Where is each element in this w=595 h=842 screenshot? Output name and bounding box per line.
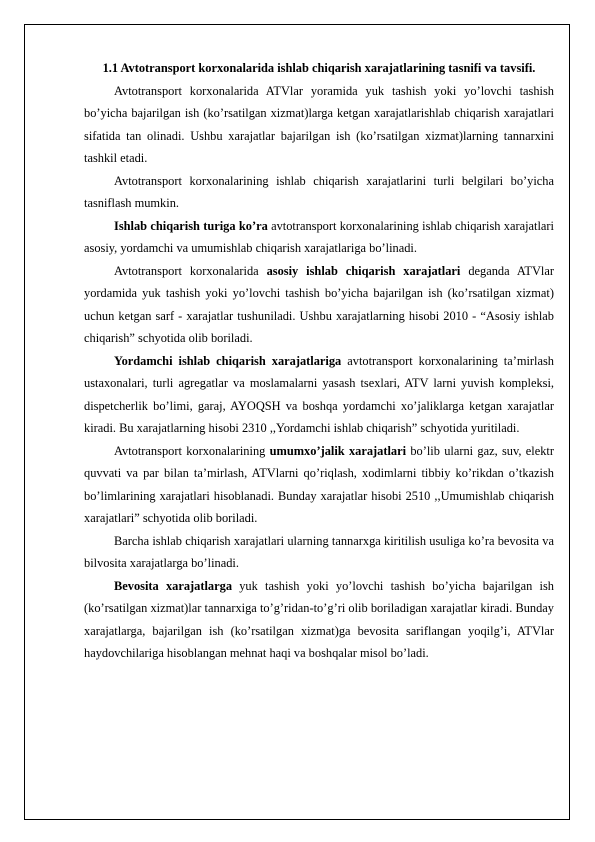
paragraph-text: deganda ATVlar yordamida yuk tashish yoki yo’lovchi tashish bo’yicha bajarilgan ish (ko’rsatilgan xizmat) uchun ketgan sarf - xarajatlar tushuniladi. Ushbu xarajatlarning hisobi 2010 - “Asosiy ishlab chiqarish” schyotida olib boriladi. <box>84 263 554 345</box>
paragraph-text: bo’lib ularni gaz, suv, elektr quvvati va par bilan ta’mirlash, ATVlarni qo’riqlash, xodimlarni tibbiy ko’rikdan o’tkazish bo’limlarining xarajatlari hisoblanadi. Bunday xarajatlar hisobi 2510 ,,Umumishlab chiqarish xarajatlari” schyotida olib boriladi. <box>84 443 554 525</box>
paragraph-3 <box>84 215 554 260</box>
paragraph-text: Avtotransport korxonalarining ishlab chiqarish xarajatlarini turli belgilari bo’yicha tasniflash mumkin. <box>84 173 554 210</box>
document-body <box>84 57 554 665</box>
paragraph-text: avtotransport korxonalarining ishlab chiqarish xarajatlari asosiy, yordamchi va umumishlab chiqarish xarajatlariga bo’linadi. <box>84 218 554 255</box>
paragraph-text: Avtotransport korxonalarida <box>114 263 267 278</box>
bold-term: Ishlab chiqarish turiga ko’ra <box>114 218 268 233</box>
paragraph-text: Avtotransport korxonalarida ATVlar yoramida yuk tashish yoki yo’lovchi tashish bo’yicha bajarilgan ish (ko’rsatilgan xizmat)larga ketgan xarajatlarishlab chiqarish xarajatlari sifatida tan olinadi. Ushbu xarajatlar bajarilgan ish (ko’rsatilgan xizmat)larning tannarxini tashkil etadi. <box>84 83 554 165</box>
paragraph-8 <box>84 575 554 665</box>
bold-term: umumxo’jalik xarajatlari <box>269 443 407 458</box>
bold-term: Bevosita xarajatlarga <box>114 578 233 593</box>
paragraph-text: Barcha ishlab chiqarish xarajatlari ularning tannarxga kiritilish usuliga ko’ra bevosita va bilvosita xarajatlarga bo’linadi. <box>84 533 554 570</box>
paragraph-7 <box>84 530 554 575</box>
paragraph-1 <box>84 80 554 170</box>
paragraph-6 <box>84 440 554 530</box>
bold-term: asosiy ishlab chiqarish xarajatlari <box>266 263 461 278</box>
paragraph-5 <box>84 350 554 440</box>
bold-term: Yordamchi ishlab chiqarish xarajatlariga <box>114 353 342 368</box>
section-title: 1.1 Avtotransport korxonalarida ishlab chiqarish xarajatlarining tasnifi va tavsifi. <box>102 61 536 75</box>
paragraph-text: yuk tashish yoki yo’lovchi tashish bo’yicha bajarilgan ish (ko’rsatilgan xizmat)lar tannarxiga to’g’ridan-to’g’ri olib boriladigan xarajatlar kiradi. Bunday xarajatlarga, bajarilgan ish (ko’rsatilgan xizmat)ga bevosita sariflangan yoqilg’i, ATVlar haydovchilariga hisoblangan mehnat haqi va boshqalar misol bo’ladi. <box>84 578 554 660</box>
paragraph-4 <box>84 260 554 350</box>
paragraph-text: avtotransport korxonalarining ta’mirlash ustaxonalari, turli agregatlar va moslamalarni yasash tsexlari, ATV larni yuvish kompleksi, dispetcherlik bo’limi, garaj, AYOQSH va boshqa yordamchi xo’jaliklarga ketgan xarajatlar kiradi. Bu xarajatlarning hisobi 2310 ,,Yordamchi ishlab chiqarish” schyotida yuritiladi. <box>84 353 554 435</box>
paragraph-text: Avtotransport korxonalarining <box>114 443 270 458</box>
paragraph-2 <box>84 170 554 215</box>
